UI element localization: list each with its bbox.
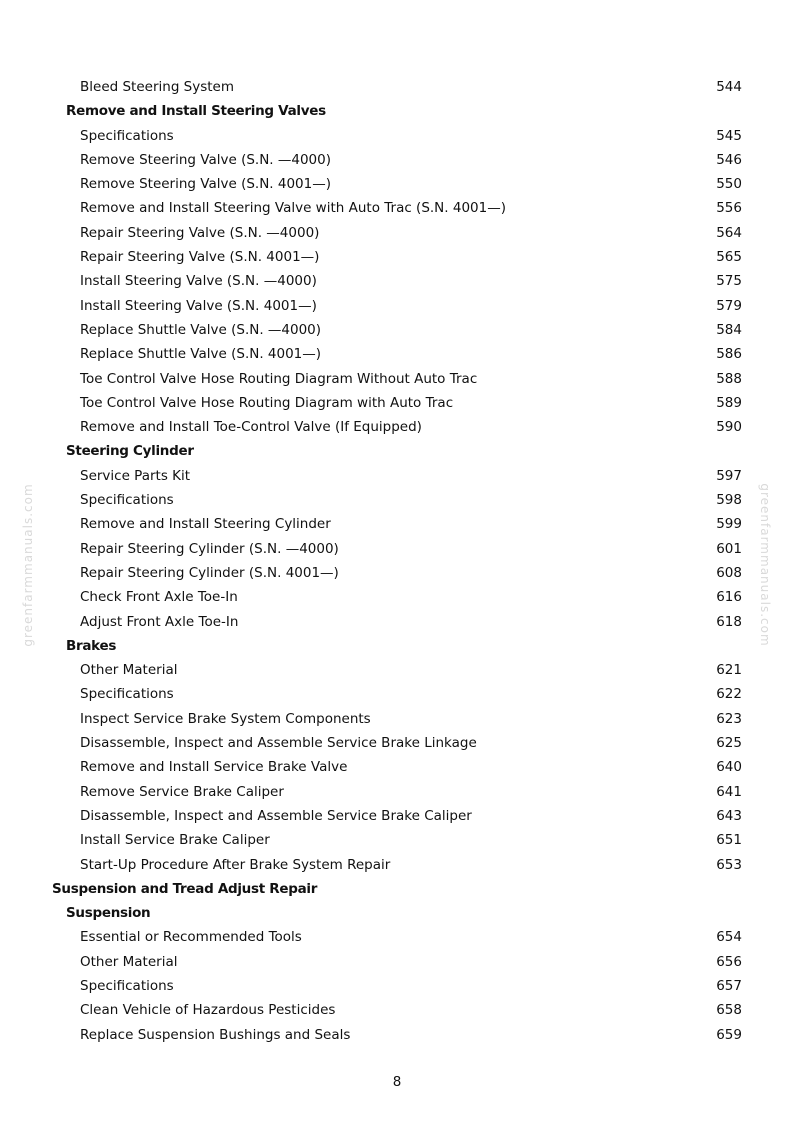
toc-entry-page: 654: [716, 929, 742, 946]
toc-entry-title: Repair Steering Valve (S.N. 4001—): [80, 249, 320, 266]
toc-entry[interactable]: [0, 196, 794, 220]
toc-entry[interactable]: [0, 124, 794, 148]
toc-entry[interactable]: [0, 391, 794, 415]
toc-entry-title: Toe Control Valve Hose Routing Diagram with Auto Trac: [80, 394, 454, 411]
toc-entry-page: 584: [716, 321, 742, 338]
toc-entry-title: Remove and Install Service Brake Valve: [80, 759, 348, 776]
toc-entry-title: Suspension and Tread Adjust Repair: [52, 880, 318, 897]
toc-entry-title: Remove Service Brake Caliper: [80, 783, 284, 800]
toc-entry-title: Clean Vehicle of Hazardous Pesticides: [80, 1002, 336, 1019]
toc-entry-title: Remove and Install Steering Valve with Auto Trac (S.N. 4001—): [80, 200, 506, 217]
toc-entry-page: 621: [716, 662, 742, 679]
toc-entry[interactable]: [0, 780, 794, 804]
toc-entry-page: 556: [716, 200, 742, 217]
toc-entry[interactable]: [0, 537, 794, 561]
toc-entry-title: Toe Control Valve Hose Routing Diagram Without Auto Trac: [80, 370, 478, 387]
toc-entry[interactable]: [0, 245, 794, 269]
toc-entry-title: Suspension: [66, 905, 151, 922]
toc-entry-title: Repair Steering Valve (S.N. —4000): [80, 224, 320, 241]
toc-section-heading[interactable]: [0, 901, 794, 925]
toc-entry[interactable]: [0, 998, 794, 1022]
toc-entry-page: 640: [716, 759, 742, 776]
toc-entry-title: Specifications: [80, 492, 174, 509]
toc-entry-title: Remove and Install Steering Valves: [66, 103, 326, 120]
watermark-left: greenfarmmanuals.com: [21, 483, 35, 647]
toc-entry-page: 659: [716, 1026, 742, 1043]
toc-entry[interactable]: [0, 75, 794, 99]
toc-entry-title: Remove and Install Toe-Control Valve (If Equipped): [80, 419, 422, 436]
toc-entry[interactable]: [0, 512, 794, 536]
toc-entry[interactable]: [0, 610, 794, 634]
toc-entry-title: Start-Up Procedure After Brake System Repair: [80, 856, 391, 873]
toc-entry-page: 656: [716, 953, 742, 970]
toc-entry-title: Inspect Service Brake System Components: [80, 710, 371, 727]
toc-entry-page: 599: [716, 516, 742, 533]
toc-entry[interactable]: [0, 804, 794, 828]
toc-entry-title: Specifications: [80, 977, 174, 994]
toc-entry-page: 622: [716, 686, 742, 703]
toc-entry-title: Remove and Install Steering Cylinder: [80, 516, 331, 533]
toc-entry-page: 641: [716, 783, 742, 800]
toc-entry-title: Specifications: [80, 686, 174, 703]
toc-entry-title: Replace Shuttle Valve (S.N. —4000): [80, 321, 322, 338]
toc-entry[interactable]: [0, 464, 794, 488]
toc-entry-page: 579: [716, 297, 742, 314]
toc-entry-page: 590: [716, 419, 742, 436]
toc-entry[interactable]: [0, 925, 794, 949]
page-number: 8: [392, 1074, 402, 1090]
toc-entry[interactable]: [0, 367, 794, 391]
toc-entry-page: 625: [716, 735, 742, 752]
toc-entry[interactable]: [0, 488, 794, 512]
toc-entry-page: 546: [716, 151, 742, 168]
toc-entry[interactable]: [0, 950, 794, 974]
toc-entry-title: Specifications: [80, 127, 174, 144]
toc-entry-page: 586: [716, 346, 742, 363]
toc-entry[interactable]: [0, 1023, 794, 1047]
toc-entry-page: 658: [716, 1002, 742, 1019]
toc-entry-page: 608: [716, 564, 742, 581]
toc-entry-page: 589: [716, 394, 742, 411]
toc-entry[interactable]: [0, 853, 794, 877]
toc-entry-page: 651: [716, 832, 742, 849]
toc-entry[interactable]: [0, 415, 794, 439]
toc-entry-page: 545: [716, 127, 742, 144]
toc-entry[interactable]: [0, 658, 794, 682]
toc-entry[interactable]: [0, 707, 794, 731]
toc-entry[interactable]: [0, 828, 794, 852]
toc-entry[interactable]: [0, 221, 794, 245]
toc-entry-title: Other Material: [80, 953, 178, 970]
toc-entry-page: 643: [716, 807, 742, 824]
toc-entry[interactable]: [0, 294, 794, 318]
toc-entry-title: Repair Steering Cylinder (S.N. 4001—): [80, 564, 339, 581]
toc-entry-page: 657: [716, 977, 742, 994]
toc-entry-title: Check Front Axle Toe-In: [80, 589, 238, 606]
toc-entry-page: 575: [716, 273, 742, 290]
toc-entry-title: Adjust Front Axle Toe-In: [80, 613, 239, 630]
toc-entry-title: Essential or Recommended Tools: [80, 929, 302, 946]
toc-entry-page: 550: [716, 176, 742, 193]
toc-entry-title: Other Material: [80, 662, 178, 679]
toc-section-heading[interactable]: [0, 877, 794, 901]
toc-entry-page: 565: [716, 249, 742, 266]
toc-entry[interactable]: [0, 269, 794, 293]
toc-entry[interactable]: [0, 342, 794, 366]
toc-entry-page: 564: [716, 224, 742, 241]
toc-entry-page: 598: [716, 492, 742, 509]
table-of-contents: [0, 75, 794, 1047]
toc-entry-title: Remove Steering Valve (S.N. —4000): [80, 151, 331, 168]
toc-entry[interactable]: [0, 755, 794, 779]
toc-section-heading[interactable]: [0, 99, 794, 123]
toc-entry[interactable]: [0, 318, 794, 342]
toc-entry[interactable]: [0, 561, 794, 585]
toc-entry[interactable]: [0, 682, 794, 706]
toc-section-heading[interactable]: [0, 439, 794, 463]
toc-entry-title: Service Parts Kit: [80, 467, 191, 484]
toc-entry-page: 597: [716, 467, 742, 484]
toc-entry-title: Steering Cylinder: [66, 443, 194, 460]
toc-entry-page: 623: [716, 710, 742, 727]
toc-entry-page: 544: [716, 79, 742, 95]
toc-entry-title: Disassemble, Inspect and Assemble Service Brake Caliper: [80, 807, 472, 824]
toc-entry[interactable]: [0, 148, 794, 172]
toc-entry-title: Remove Steering Valve (S.N. 4001—): [80, 176, 331, 193]
toc-entry-title: Replace Shuttle Valve (S.N. 4001—): [80, 346, 322, 363]
toc-entry[interactable]: [0, 172, 794, 196]
toc-entry-title: Bleed Steering System: [80, 79, 235, 95]
toc-entry-title: Install Steering Valve (S.N. 4001—): [80, 297, 317, 314]
toc-entry-title: Repair Steering Cylinder (S.N. —4000): [80, 540, 339, 557]
toc-entry-title: Disassemble, Inspect and Assemble Service Brake Linkage: [80, 735, 477, 752]
toc-entry[interactable]: [0, 585, 794, 609]
toc-entry-page: 618: [716, 613, 742, 630]
toc-entry[interactable]: [0, 974, 794, 998]
toc-entry-title: Brakes: [66, 637, 117, 654]
toc-entry[interactable]: [0, 731, 794, 755]
toc-entry-title: Install Service Brake Caliper: [80, 832, 270, 849]
toc-entry-page: 601: [716, 540, 742, 557]
toc-entry-title: Install Steering Valve (S.N. —4000): [80, 273, 317, 290]
toc-entry-page: 588: [716, 370, 742, 387]
toc-entry-page: 616: [716, 589, 742, 606]
watermark-right: greenfarmmanuals.com: [758, 483, 772, 647]
toc-entry-title: Replace Suspension Bushings and Seals: [80, 1026, 351, 1043]
toc-section-heading[interactable]: [0, 634, 794, 658]
toc-entry-page: 653: [716, 856, 742, 873]
